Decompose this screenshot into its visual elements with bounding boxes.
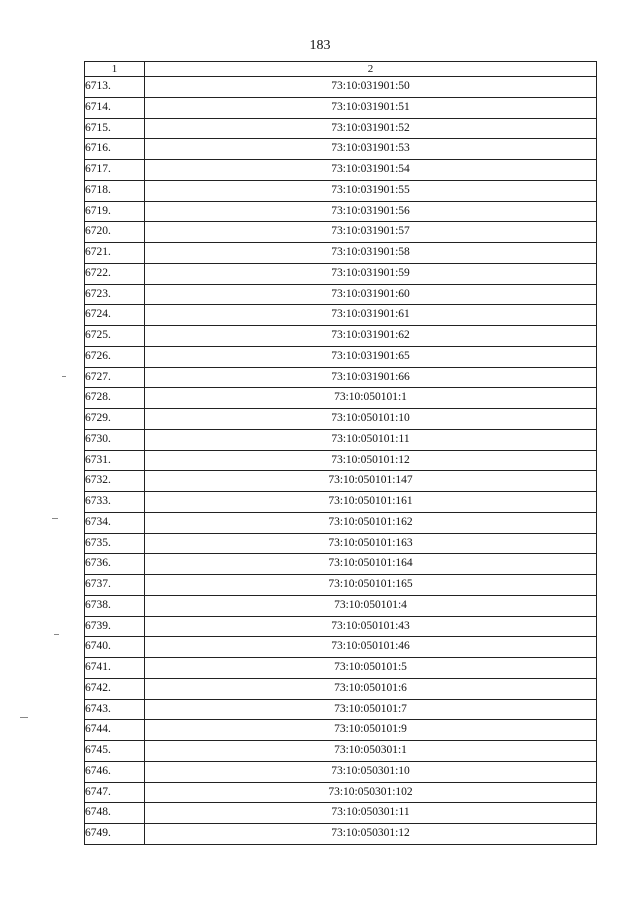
table-row xyxy=(85,409,597,430)
cadastral-number-cell: 73:10:031901:56 xyxy=(145,201,597,222)
row-number-cell: 6741. xyxy=(85,658,145,679)
table-row xyxy=(85,263,597,284)
page-number: 183 xyxy=(309,38,331,53)
row-number-cell: 6729. xyxy=(85,409,145,430)
row-number-cell: 6724. xyxy=(85,305,145,326)
row-number-cell: 6721. xyxy=(85,243,145,264)
cadastral-number-cell: 73:10:050101:165 xyxy=(145,575,597,596)
row-number-cell: 6739. xyxy=(85,616,145,637)
cadastral-number-cell: 73:10:031901:66 xyxy=(145,367,597,388)
table-row xyxy=(85,450,597,471)
table-row xyxy=(85,118,597,139)
table-row xyxy=(85,554,597,575)
scan-speck xyxy=(54,634,59,635)
table-row xyxy=(85,741,597,762)
table-row xyxy=(85,678,597,699)
cadastral-number-cell: 73:10:031901:54 xyxy=(145,160,597,181)
row-number-cell: 6716. xyxy=(85,139,145,160)
row-number-cell: 6745. xyxy=(85,741,145,762)
row-number-cell: 6731. xyxy=(85,450,145,471)
cadastral-number-cell: 73:10:031901:53 xyxy=(145,139,597,160)
scan-speck xyxy=(52,518,58,519)
row-number-cell: 6714. xyxy=(85,97,145,118)
table-row xyxy=(85,388,597,409)
cadastral-number-cell: 73:10:050101:164 xyxy=(145,554,597,575)
scan-speck xyxy=(20,717,28,718)
table-row xyxy=(85,97,597,118)
table-row xyxy=(85,533,597,554)
row-number-cell: 6740. xyxy=(85,637,145,658)
cadastral-number-cell: 73:10:050301:12 xyxy=(145,824,597,845)
cadastral-number-cell: 73:10:031901:52 xyxy=(145,118,597,139)
row-number-cell: 6747. xyxy=(85,782,145,803)
row-number-cell: 6734. xyxy=(85,512,145,533)
row-number-cell: 6730. xyxy=(85,429,145,450)
cadastral-number-cell: 73:10:050101:5 xyxy=(145,658,597,679)
table-row xyxy=(85,720,597,741)
table-row xyxy=(85,595,597,616)
cadastral-number-cell: 73:10:050101:162 xyxy=(145,512,597,533)
row-number-cell: 6744. xyxy=(85,720,145,741)
cadastral-number-cell: 73:10:050101:163 xyxy=(145,533,597,554)
table-row xyxy=(85,824,597,845)
cadastral-number-cell: 73:10:031901:55 xyxy=(145,180,597,201)
row-number-cell: 6725. xyxy=(85,326,145,347)
row-number-cell: 6746. xyxy=(85,761,145,782)
table-row xyxy=(85,243,597,264)
row-number-cell: 6715. xyxy=(85,118,145,139)
cadastral-number-cell: 73:10:050301:102 xyxy=(145,782,597,803)
table-row xyxy=(85,782,597,803)
cadastral-number-cell: 73:10:050101:4 xyxy=(145,595,597,616)
table-row xyxy=(85,616,597,637)
row-number-cell: 6736. xyxy=(85,554,145,575)
table-row xyxy=(85,471,597,492)
row-number-cell: 6717. xyxy=(85,160,145,181)
cadastral-number-cell: 73:10:031901:51 xyxy=(145,97,597,118)
cadastral-number-cell: 73:10:050301:11 xyxy=(145,803,597,824)
table-header-row xyxy=(85,62,597,77)
row-number-cell: 6728. xyxy=(85,388,145,409)
table-body xyxy=(85,77,597,845)
row-number-cell: 6733. xyxy=(85,492,145,513)
table-row xyxy=(85,326,597,347)
table-row xyxy=(85,284,597,305)
cadastral-number-cell: 73:10:050101:46 xyxy=(145,637,597,658)
cadastral-number-cell: 73:10:050101:1 xyxy=(145,388,597,409)
cadastral-number-cell: 73:10:050101:43 xyxy=(145,616,597,637)
cadastral-number-cell: 73:10:050301:1 xyxy=(145,741,597,762)
row-number-cell: 6722. xyxy=(85,263,145,284)
row-number-cell: 6719. xyxy=(85,201,145,222)
table-row xyxy=(85,139,597,160)
cadastral-number-cell: 73:10:050101:10 xyxy=(145,409,597,430)
table-row xyxy=(85,77,597,98)
table-row xyxy=(85,658,597,679)
table-row xyxy=(85,305,597,326)
cadastral-number-cell: 73:10:050101:9 xyxy=(145,720,597,741)
row-number-cell: 6742. xyxy=(85,678,145,699)
cadastral-number-cell: 73:10:031901:61 xyxy=(145,305,597,326)
row-number-cell: 6727. xyxy=(85,367,145,388)
cadastral-number-cell: 73:10:031901:57 xyxy=(145,222,597,243)
row-number-cell: 6748. xyxy=(85,803,145,824)
row-number-cell: 6743. xyxy=(85,699,145,720)
cadastral-number-cell: 73:10:031901:58 xyxy=(145,243,597,264)
cadastral-number-cell: 73:10:050101:147 xyxy=(145,471,597,492)
table-row xyxy=(85,222,597,243)
cadastral-number-table xyxy=(84,61,597,845)
row-number-cell: 6723. xyxy=(85,284,145,305)
row-number-cell: 6735. xyxy=(85,533,145,554)
cadastral-number-cell: 73:10:031901:60 xyxy=(145,284,597,305)
cadastral-number-cell: 73:10:050301:10 xyxy=(145,761,597,782)
row-number-cell: 6718. xyxy=(85,180,145,201)
cadastral-number-cell: 73:10:050101:11 xyxy=(145,429,597,450)
table-row xyxy=(85,367,597,388)
cadastral-number-cell: 73:10:050101:161 xyxy=(145,492,597,513)
table-row xyxy=(85,492,597,513)
table-row xyxy=(85,761,597,782)
table-row xyxy=(85,512,597,533)
cadastral-number-cell: 73:10:050101:6 xyxy=(145,678,597,699)
row-number-cell: 6738. xyxy=(85,595,145,616)
table-row xyxy=(85,637,597,658)
table-row xyxy=(85,346,597,367)
row-number-cell: 6732. xyxy=(85,471,145,492)
cadastral-number-cell: 73:10:031901:62 xyxy=(145,326,597,347)
cadastral-number-cell: 73:10:050101:7 xyxy=(145,699,597,720)
cadastral-number-cell: 73:10:031901:59 xyxy=(145,263,597,284)
scan-speck xyxy=(62,376,66,377)
cadastral-number-cell: 73:10:031901:50 xyxy=(145,77,597,98)
table-row xyxy=(85,201,597,222)
table-row xyxy=(85,180,597,201)
table-row xyxy=(85,699,597,720)
column-header-code: 2 xyxy=(145,62,597,77)
cadastral-number-cell: 73:10:031901:65 xyxy=(145,346,597,367)
table-row xyxy=(85,160,597,181)
row-number-cell: 6749. xyxy=(85,824,145,845)
row-number-cell: 6737. xyxy=(85,575,145,596)
column-header-number: 1 xyxy=(85,62,145,77)
table-row xyxy=(85,803,597,824)
table-row xyxy=(85,575,597,596)
row-number-cell: 6713. xyxy=(85,77,145,98)
row-number-cell: 6720. xyxy=(85,222,145,243)
table-row xyxy=(85,429,597,450)
row-number-cell: 6726. xyxy=(85,346,145,367)
cadastral-number-cell: 73:10:050101:12 xyxy=(145,450,597,471)
